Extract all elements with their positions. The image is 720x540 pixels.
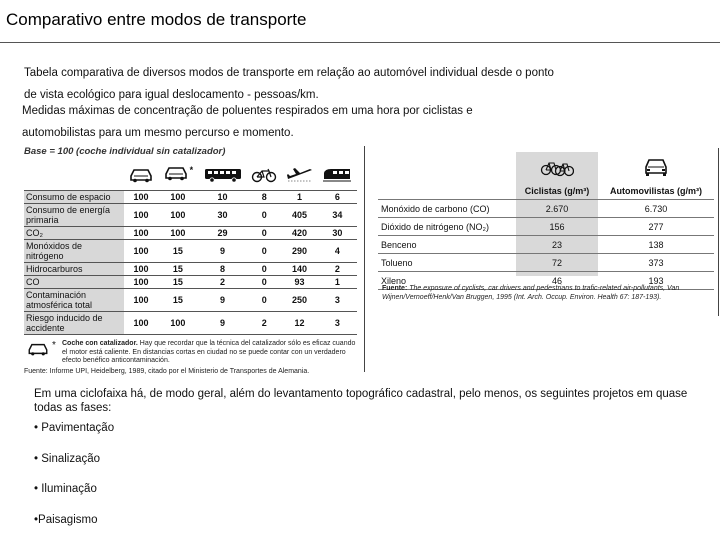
intro-line-4: automobilistas para um mesmo percurso e momento. [22, 127, 294, 139]
table-cell: 405 [281, 204, 318, 227]
row-label: Xileno [378, 272, 516, 290]
row-label: Monóxidos de nitrógeno [24, 240, 124, 263]
car-catalyst-icon [158, 160, 198, 191]
bullet-item-sinalizacao: • Sinalização [34, 453, 101, 465]
table-cell: 290 [281, 240, 318, 263]
table-cell: 4 [318, 240, 357, 263]
table-cell: 34 [318, 204, 357, 227]
row-label: Contaminación atmosférica total [24, 289, 124, 312]
pollutant-figure [378, 148, 718, 320]
table-cell: 0 [247, 289, 281, 312]
table-cell: 2 [198, 276, 248, 289]
cycle-lane-paragraph: Em uma ciclofaixa há, de modo geral, além do levantamento topográfico cadastral, pelo menos, os seguintes projetos em quase todas as fases: [34, 388, 688, 414]
table-cell: 8 [247, 191, 281, 204]
table-cell: 93 [281, 276, 318, 289]
table-cell: 100 [124, 191, 158, 204]
table-cell: 2 [247, 312, 281, 335]
footnote-star: * [52, 340, 56, 351]
table-cell: 420 [281, 227, 318, 240]
pollutant-table [378, 152, 714, 290]
row-label: Riesgo inducido de accidente [24, 312, 124, 335]
row-label: Dióxido de nitrógeno (NO₂) [378, 218, 516, 236]
table-row [378, 236, 714, 254]
bullet-item-paisagismo: •Paisagismo [34, 514, 98, 526]
row-label: Tolueno [378, 254, 516, 272]
source-text: The exposure of cyclists, car drivers and pedestrians to trafic-related air-pollutants, Van Wijnen/Vernoeff/Henk/Van Bruggen, 1995 (Int. Arch. Occup. Environ. Health 67: 187-193). [382, 285, 680, 301]
train-icon [318, 160, 357, 191]
table-cell: 100 [124, 204, 158, 227]
cell-automovilistas: 373 [598, 254, 714, 272]
bicycles-icon [516, 152, 598, 182]
table-cell: 2 [318, 263, 357, 276]
table-row [378, 200, 714, 218]
table-cell: 100 [124, 227, 158, 240]
table-cell: 6 [318, 191, 357, 204]
cell-ciclistas: 72 [516, 254, 598, 272]
table-row [24, 204, 357, 227]
page-title: Comparativo entre modos de transporte [6, 10, 307, 29]
car-icon [124, 160, 158, 191]
table-cell: 0 [247, 276, 281, 289]
table-cell: 100 [124, 276, 158, 289]
header-spacer [378, 182, 516, 200]
table-cell: 100 [124, 289, 158, 312]
table-cell: 100 [124, 240, 158, 263]
table-header-row [378, 182, 714, 200]
table-cell: 140 [281, 263, 318, 276]
table-row [378, 218, 714, 236]
footnote-body: Hay que recordar que la técnica del catalizador sólo es eficaz cuando el motor está caliente. En distancias cortas en ciudad no se puede contar con un verdadero efecto benéfico anticontaminación. [62, 340, 356, 364]
table-cell: 100 [124, 312, 158, 335]
table-cell: 3 [318, 289, 357, 312]
table-header-row [24, 160, 357, 191]
row-label: CO [24, 276, 124, 289]
table-cell: 15 [158, 289, 198, 312]
table-cell: 250 [281, 289, 318, 312]
intro-line-1: Tabela comparativa de diversos modos de transporte em relação ao automóvel individual desde o ponto [24, 67, 554, 79]
table-cell: 1 [281, 191, 318, 204]
row-label: Benceno [378, 236, 516, 254]
table-cell: 30 [318, 227, 357, 240]
table-cell: 9 [198, 240, 248, 263]
intro-line-2: de vista ecológico para igual deslocamento - pessoas/km. [24, 89, 319, 101]
table-row [24, 240, 357, 263]
table-cell: 9 [198, 289, 248, 312]
table-row [24, 289, 357, 312]
bus-icon [198, 160, 248, 191]
table-row [24, 312, 357, 335]
airplane-icon [281, 160, 318, 191]
car-front-icon [598, 152, 714, 182]
catalyst-star: * [189, 164, 194, 175]
intro-line-3: Medidas máximas de concentração de poluentes respirados em uma hora por ciclistas e [22, 105, 473, 117]
table-cell: 100 [158, 227, 198, 240]
table-cell: 15 [158, 263, 198, 276]
table-row [24, 227, 357, 240]
table-cell: 30 [198, 204, 248, 227]
transport-modes-figure [20, 146, 366, 376]
table-cell: 100 [158, 191, 198, 204]
row-label: Hidrocarburos [24, 263, 124, 276]
figure-border [364, 146, 365, 372]
table-cell: 10 [198, 191, 248, 204]
table-cell: 0 [247, 204, 281, 227]
pollutant-source [382, 284, 716, 302]
table-cell: 15 [158, 240, 198, 263]
row-label: Consumo de energía primaria [24, 204, 124, 227]
cell-automovilistas: 193 [598, 272, 714, 290]
header-spacer [24, 160, 124, 191]
figure-border [718, 148, 719, 316]
footnote-source: Fuente: Informe UPI, Heidelberg, 1989, citado por el Ministerio de Transportes de Alemania. [24, 368, 310, 375]
bullet-item-pavimentacao: • Pavimentação [34, 422, 115, 434]
table-cell: 9 [198, 312, 248, 335]
header-spacer [378, 152, 516, 182]
table-cell: 29 [198, 227, 248, 240]
table-row [378, 254, 714, 272]
source-label: Fuente: [382, 285, 408, 292]
title-divider [0, 42, 720, 43]
cell-ciclistas: 46 [516, 272, 598, 290]
table-cell: 100 [124, 263, 158, 276]
bullet-item-iluminacao: • Iluminação [34, 483, 97, 495]
column-header-automovilistas: Automovilistas (g/m³) [609, 185, 702, 196]
base-note: Base = 100 (coche individual sin catalizador) [24, 146, 226, 157]
cell-automovilistas: 6.730 [598, 200, 714, 218]
table-cell: 100 [158, 204, 198, 227]
table-cell: 8 [198, 263, 248, 276]
table-cell: 12 [281, 312, 318, 335]
cell-ciclistas: 23 [516, 236, 598, 254]
table-cell: 3 [318, 312, 357, 335]
table-row [24, 263, 357, 276]
bicycle-icon [247, 160, 281, 191]
table-cell: 1 [318, 276, 357, 289]
table-cell: 15 [158, 276, 198, 289]
column-header-ciclistas: Ciclistas (g/m³) [524, 185, 590, 196]
table-row [24, 191, 357, 204]
table-cell: 0 [247, 263, 281, 276]
cell-ciclistas: 156 [516, 218, 598, 236]
transport-modes-table [24, 160, 357, 335]
cell-automovilistas: 277 [598, 218, 714, 236]
row-label: Consumo de espacio [24, 191, 124, 204]
cell-ciclistas: 2.670 [516, 200, 598, 218]
table-cell: 100 [158, 312, 198, 335]
footnote-bold: Coche con catalizador. [62, 340, 138, 347]
row-label: Monóxido de carbono (CO) [378, 200, 516, 218]
car-catalyst-footnote-icon [26, 342, 50, 361]
table-cell: 0 [247, 227, 281, 240]
cell-automovilistas: 138 [598, 236, 714, 254]
footnote-text [62, 340, 362, 366]
table-cell: 0 [247, 240, 281, 263]
row-label: CO₂ [24, 227, 124, 240]
table-icon-row [378, 152, 714, 182]
table-row [24, 276, 357, 289]
